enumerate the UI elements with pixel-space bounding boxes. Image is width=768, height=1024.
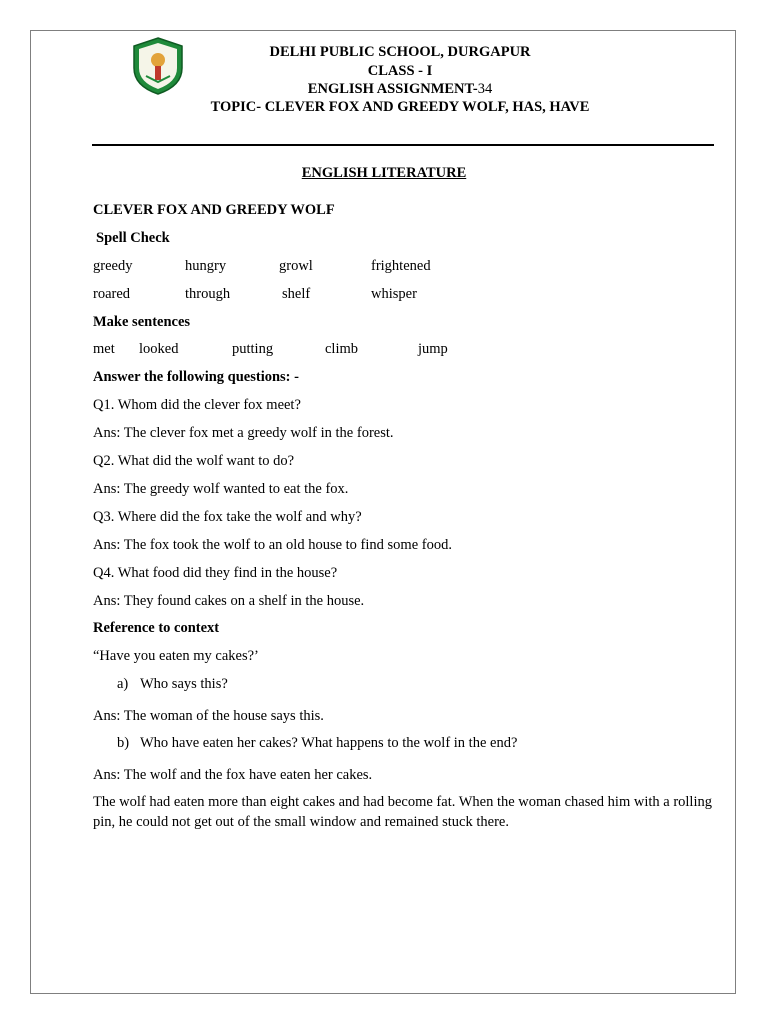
answer: Ans: The wolf and the fox have eaten her cakes.: [93, 767, 373, 783]
sub-question-label: b): [117, 735, 130, 751]
assignment-number: 34: [477, 81, 493, 97]
answer: Ans: The clever fox met a greedy wolf in the forest.: [93, 425, 394, 441]
answer: Ans: The woman of the house says this.: [93, 708, 324, 724]
answer: Ans: The fox took the wolf to an old house to find some food.: [93, 537, 452, 553]
sentence-word: climb: [325, 341, 359, 357]
topic-line: TOPIC- CLEVER FOX AND GREEDY WOLF, HAS, HAVE: [210, 99, 590, 115]
spell-word: roared: [93, 286, 131, 302]
question: Q3. Where did the fox take the wolf and why?: [93, 509, 362, 525]
questions-heading: Answer the following questions: -: [93, 369, 299, 385]
spell-word: frightened: [371, 258, 431, 274]
spell-word: whisper: [371, 286, 417, 302]
spell-check-heading: Spell Check: [96, 230, 170, 246]
class-label: CLASS - I: [367, 63, 433, 79]
assignment-line: [150, 79, 650, 99]
spell-word: greedy: [93, 258, 133, 274]
sentence-word: jump: [418, 341, 448, 357]
sub-question: Who have eaten her cakes? What happens to the wolf in the end?: [140, 735, 518, 751]
reference-heading: Reference to context: [93, 620, 220, 636]
spell-word: through: [185, 286, 231, 302]
header-divider: [92, 144, 714, 146]
sub-question: Who says this?: [140, 676, 228, 692]
sentence-word: putting: [232, 341, 274, 357]
question: Q4. What food did they find in the house?: [93, 565, 338, 581]
make-sentences-heading: Make sentences: [93, 314, 191, 330]
answer: Ans: They found cakes on a shelf in the house.: [93, 593, 365, 609]
spell-word: growl: [279, 258, 313, 274]
sentence-word: met: [93, 341, 115, 357]
reference-quote: “Have you eaten my cakes?’: [93, 648, 259, 664]
sub-question-label: a): [117, 676, 129, 692]
question: Q2. What did the wolf want to do?: [93, 453, 295, 469]
spell-word: shelf: [282, 286, 311, 302]
story-title: CLEVER FOX AND GREEDY WOLF: [93, 202, 335, 218]
question: Q1. Whom did the clever fox meet?: [93, 397, 301, 413]
answer: Ans: The greedy wolf wanted to eat the fox.: [93, 481, 349, 497]
school-name: DELHI PUBLIC SCHOOL, DURGAPUR: [269, 44, 531, 60]
sentence-word: looked: [139, 341, 179, 357]
section-title: ENGLISH LITERATURE: [301, 165, 467, 181]
answer-paragraph: The wolf had eaten more than eight cakes and had become fat. When the woman chased him with a rolling pin, he could not get out of the small window and remained stuck there.: [93, 794, 712, 830]
spell-word: hungry: [185, 258, 227, 274]
assignment-label: ENGLISH ASSIGNMENT-: [307, 81, 478, 97]
